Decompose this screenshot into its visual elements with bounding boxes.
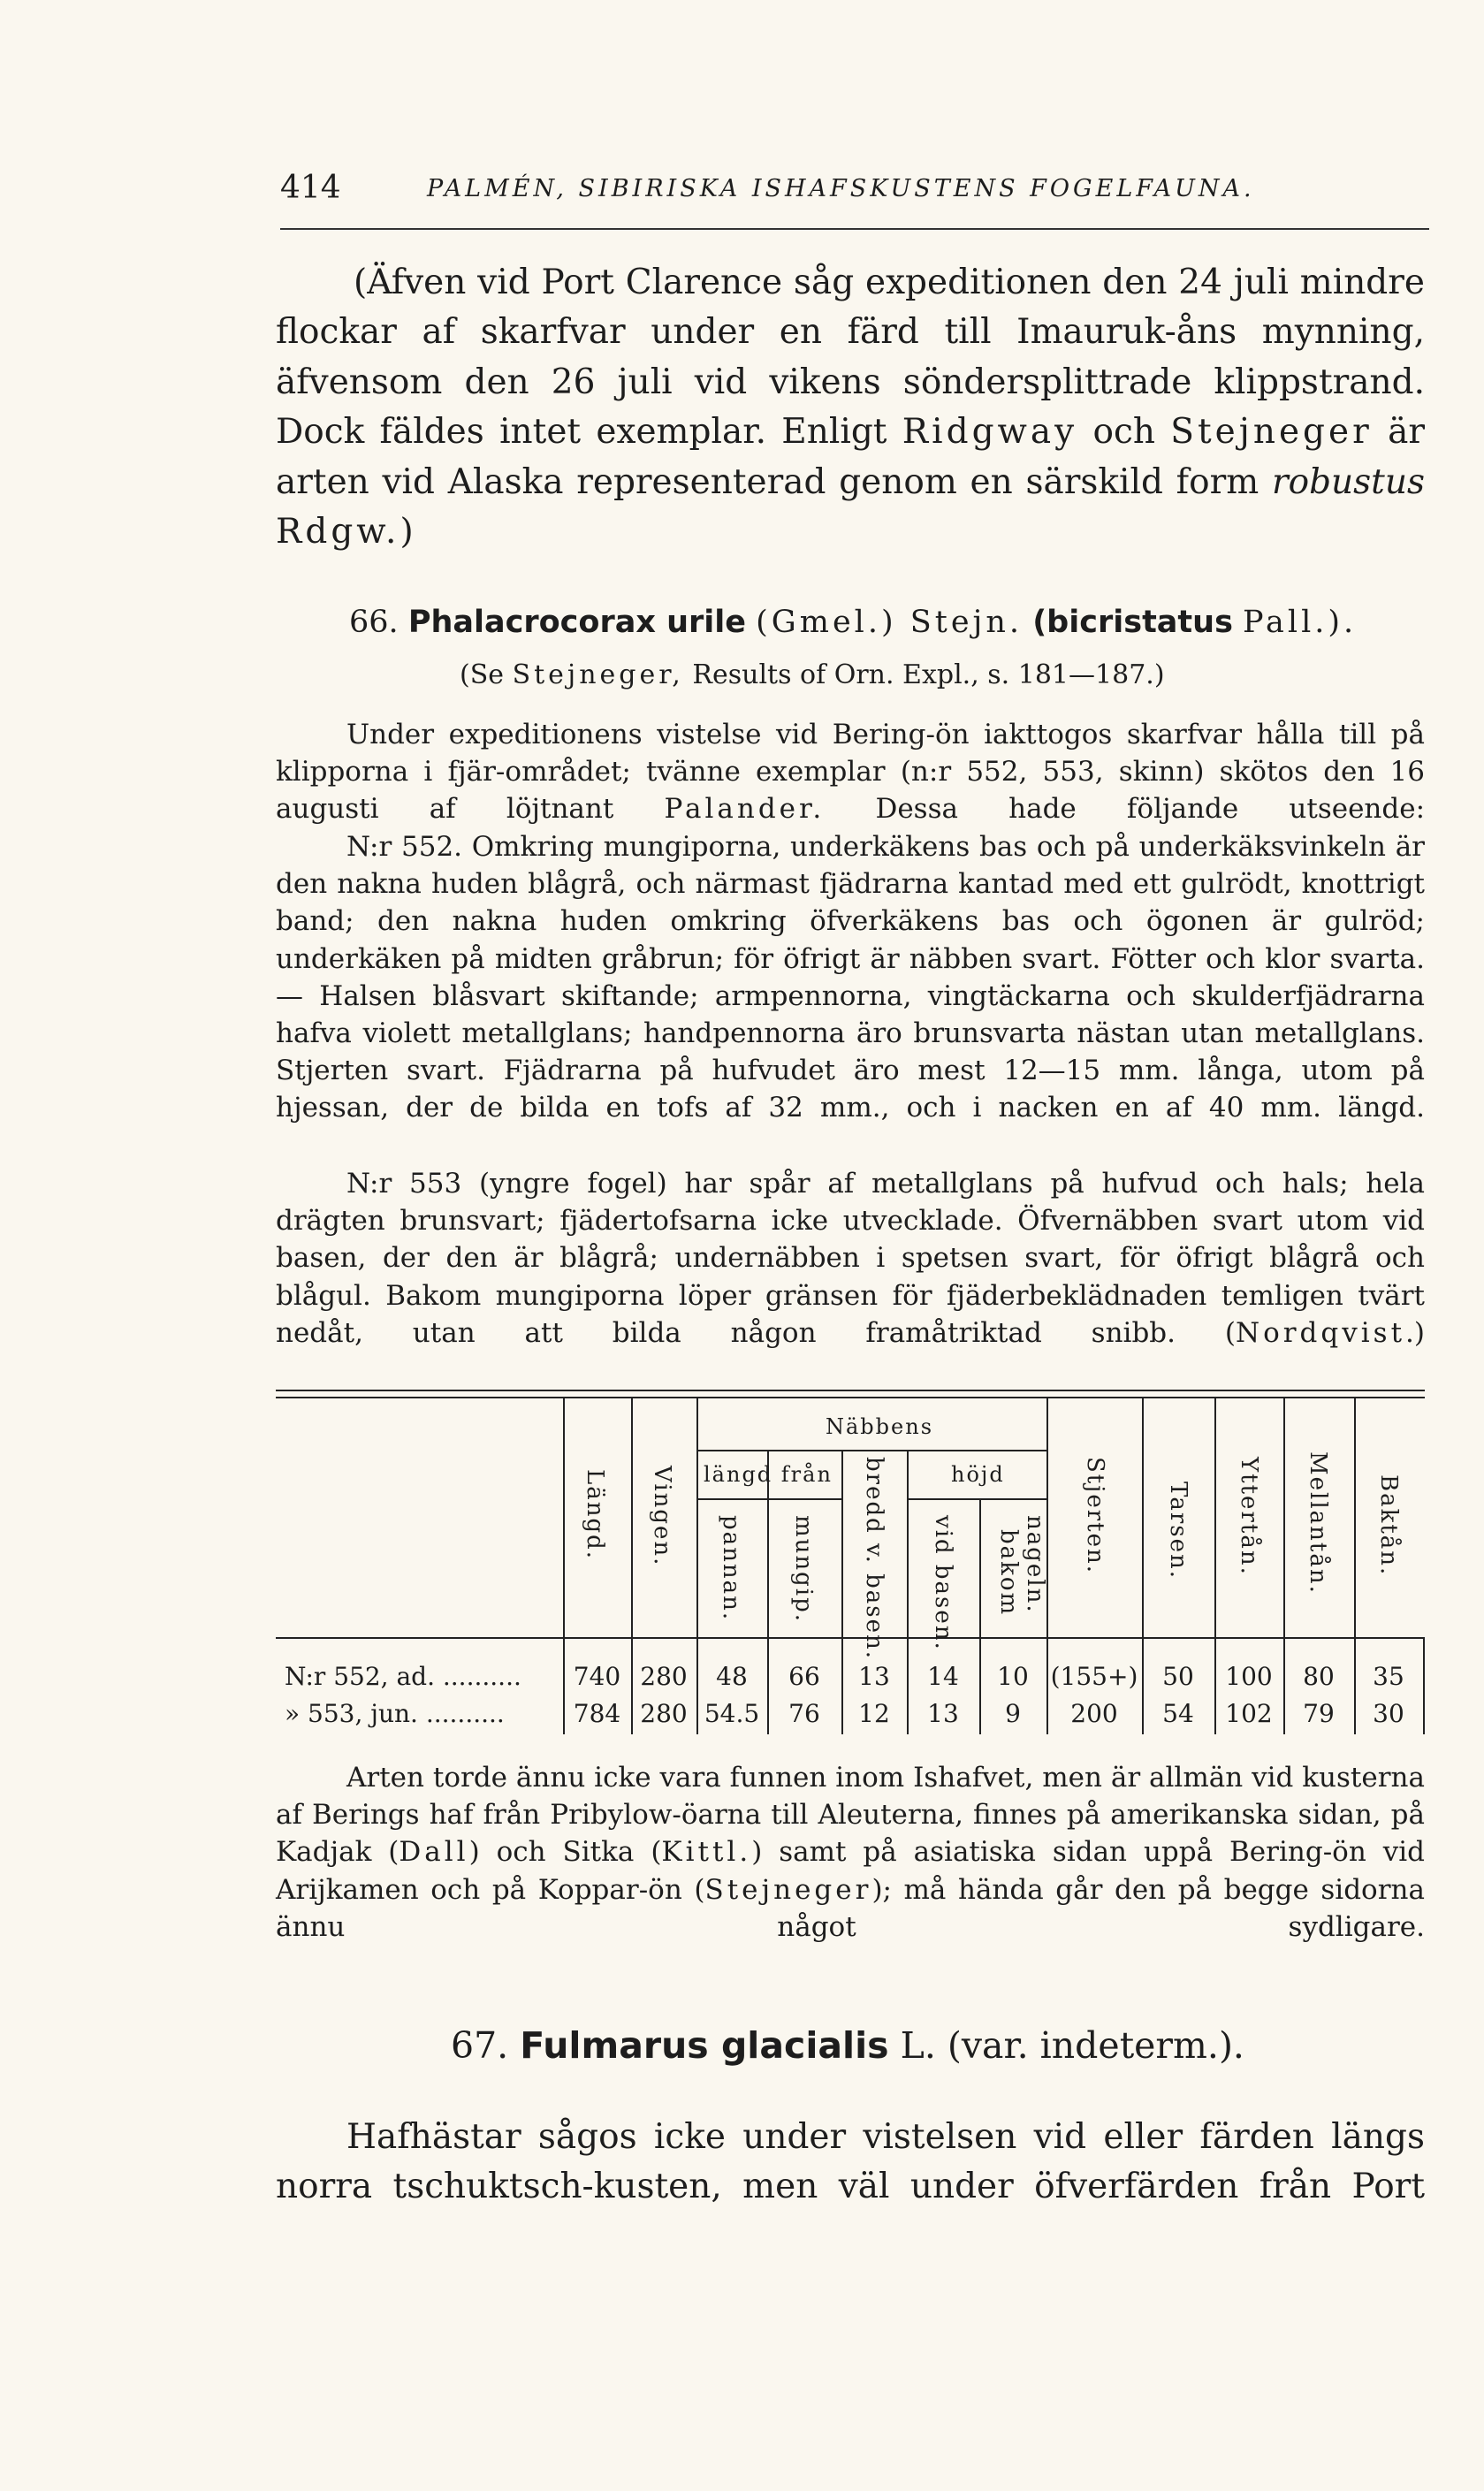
table-cell: 13 xyxy=(858,1662,890,1691)
table-top-rule-2 xyxy=(276,1397,1425,1398)
author-stejneger: Stejneger xyxy=(1170,412,1373,453)
table-cell: 50 xyxy=(1162,1662,1194,1691)
table-cell: 35 xyxy=(1373,1662,1404,1691)
species-66-heading xyxy=(349,605,1357,640)
table-cell: 80 xyxy=(1303,1662,1335,1691)
body-text-3a: N:r 553 (yngre fogel) har spår af metallglans på hufvud och hals; hela drägten brunsvart; fjädertofsarna icke utvecklade. Öfvernäbben svart utom vid basen, der den är blågrå; undernäbben i spetsen svart, för öfrigt blågrå och blågul. Bakom mungiporna löper gränsen för fjäderbeklädnaden temligen tvärt nedåt, utan att bilda någon framåtriktad snibb. ( xyxy=(276,1168,1425,1349)
langd-fran-rule xyxy=(696,1498,841,1500)
header-mungip: mungip. xyxy=(790,1515,817,1624)
intro-text-3: är arten vid Alaska representerad genom en särskild form xyxy=(276,412,1425,502)
table-top-rule xyxy=(276,1390,1425,1391)
header-baktan: Baktån. xyxy=(1375,1474,1402,1577)
header-langd: Längd. xyxy=(582,1469,608,1561)
table-vline xyxy=(1423,1637,1425,1734)
header-rule xyxy=(280,228,1429,230)
intro-text-1: (Äfven vid Port Clarence såg expeditionen den 24 juli mindre flockar af skarfvar under en färd till Imauruk-åns mynning, äfvensom den 26 juli vid vikens söndersplittrade klippstrand. Dock fäldes intet exemplar. Enligt xyxy=(276,263,1425,453)
table-cell: 54 xyxy=(1162,1699,1194,1728)
table-cell: 200 xyxy=(1070,1699,1118,1728)
body-paragraph-2 xyxy=(276,828,1425,1127)
header-mellantan: Mellantån. xyxy=(1305,1451,1331,1595)
running-title: PALMÉN, SIBIRISKA ISHAFSKUSTENS FOGELFAUNA. xyxy=(427,175,1255,202)
ref-prefix: (Se xyxy=(460,659,505,690)
table-cell: 280 xyxy=(640,1699,688,1728)
after-text-1: Arten torde ännu icke vara funnen inom Ishafvet, men är allmän vid kusterna af Berings haf från Pribylow-öarna till Aleuterna, finnes på amerikanska sidan, på Kadjak ( xyxy=(276,1762,1425,1869)
table-cell: 9 xyxy=(1005,1699,1021,1728)
body-paragraph-1 xyxy=(276,716,1425,828)
author-palander: Palander. xyxy=(664,793,826,826)
header-bakom: bakom xyxy=(995,1529,1022,1617)
table-cell: 30 xyxy=(1373,1699,1404,1728)
table-cell: 48 xyxy=(716,1662,748,1691)
species-66-reference xyxy=(460,659,1165,690)
form-robustus: robustus xyxy=(1271,461,1425,502)
hojd-rule xyxy=(907,1498,1046,1500)
species-latin-name: Phalacrocorax urile xyxy=(407,605,747,640)
measurement-table xyxy=(276,1390,1425,1734)
header-nageln: nageln. xyxy=(1022,1515,1048,1614)
body-text-3c: .) xyxy=(1405,1316,1425,1349)
table-cell: 12 xyxy=(858,1699,890,1728)
species-author: (Gmel.) Stejn. xyxy=(756,605,1024,640)
header-langd-fran: längd från xyxy=(704,1462,833,1487)
table-cell: 14 xyxy=(927,1662,959,1691)
table-cell: 13 xyxy=(927,1699,959,1728)
final-paragraph xyxy=(276,2113,1425,2213)
header-nabbens: Näbbens xyxy=(826,1414,934,1439)
header-hojd: höjd xyxy=(951,1462,1005,1487)
table-cell: 100 xyxy=(1225,1662,1273,1691)
species-67-heading xyxy=(451,2024,1244,2067)
table-cell: (155+) xyxy=(1050,1662,1138,1691)
species-number: 66. xyxy=(349,605,399,640)
table-cell: 740 xyxy=(573,1662,621,1691)
ref-author: Stejneger, xyxy=(512,659,684,690)
table-vline xyxy=(841,1451,843,1734)
species-latin-name: Fulmarus glacialis xyxy=(520,2024,889,2067)
author-rdgw: Rdgw. xyxy=(276,512,400,552)
nabbens-rule xyxy=(696,1450,1046,1451)
author-ridgway: Ridgway xyxy=(902,412,1078,453)
table-cell: 280 xyxy=(640,1662,688,1691)
species-synonym: (bicristatus xyxy=(1032,605,1233,640)
page-header xyxy=(280,170,1429,210)
table-cell: 102 xyxy=(1225,1699,1273,1728)
header-vid-basen: vid basen. xyxy=(930,1515,956,1651)
table-vline xyxy=(907,1451,909,1734)
header-bredd: bredd v. basen. xyxy=(861,1457,887,1661)
author-dall: Dall xyxy=(399,1836,469,1869)
body-text-2: N:r 552. Omkring mungiporna, underkäkens bas och på underkäksvinkeln är den nakna huden blågrå, och närmast fjädrarna kantad med ett gulrödt, knottrigt band; den nakna huden omkring öfverkäkens bas och ögonen är gulröd; underkäken på midten gråbrun; för öfrigt är näbben svart. Fötter och klor svarta. — Halsen blåsvart skiftande; armpennorna, vingtäckarna och skulderfjädrarna hafva violett metallglans; handpennorna äro brunsvarta nästan utan metallglans. Stjerten svart. Fjädrarna på hufvudet äro mest 12—15 mm. långa, utom på hjessan, der de bilda en tofs af 32 mm., och i nacken en af 40 mm. längd. xyxy=(276,831,1425,1124)
table-cell: 10 xyxy=(997,1662,1029,1691)
body-paragraph-3 xyxy=(276,1165,1425,1352)
header-tarsen: Tarsen. xyxy=(1165,1482,1191,1580)
after-text-3: ) samt på asiatiska sidan uppå Bering-ön vid Arijkamen och på Koppar-ön ( xyxy=(276,1836,1425,1906)
author-kittl: Kittl. xyxy=(661,1836,752,1869)
intro-text-2: och xyxy=(1092,412,1155,453)
table-cell: 54.5 xyxy=(704,1699,760,1728)
body-text-1a: Under expeditionens vistelse vid Bering-ön iakttogos skarfvar hålla till på klipporna i fjär-området; tvänne exemplar (n:r 552, 553, skinn) skötos den 16 augusti af löjtnant xyxy=(276,719,1425,826)
table-cell: 76 xyxy=(788,1699,820,1728)
table-row-label: » 553, jun. .......... xyxy=(285,1699,505,1728)
header-vingen: Vingen. xyxy=(649,1466,675,1567)
table-row-label: N:r 552, ad. .......... xyxy=(285,1662,521,1691)
table-cell: 784 xyxy=(573,1699,621,1728)
author-nordqvist: Nordqvist xyxy=(1235,1316,1406,1349)
species-number: 67. xyxy=(451,2024,509,2067)
ref-source: Results of Orn. Expl., s. 181—187.) xyxy=(692,659,1165,690)
synonym-author: Pall.). xyxy=(1243,605,1358,640)
table-cell: 79 xyxy=(1303,1699,1335,1728)
after-table-paragraph xyxy=(276,1759,1425,1946)
after-text-2: ) och Sitka ( xyxy=(468,1836,662,1869)
after-text-4: ); må hända går den på begge sidorna ännu något sydligare. xyxy=(276,1873,1425,1943)
header-yttertan: Yttertån. xyxy=(1236,1457,1262,1576)
species-author: L. (var. indeterm.). xyxy=(900,2024,1244,2067)
table-vline xyxy=(767,1451,769,1734)
page-number: 414 xyxy=(280,170,341,206)
header-stjerten: Stjerten. xyxy=(1082,1457,1108,1574)
header-pannan: pannan. xyxy=(718,1515,744,1622)
author-stejneger-2: Stejneger xyxy=(704,1873,872,1906)
body-text-1c: Dessa hade följande utseende: xyxy=(875,793,1426,826)
table-cell: 66 xyxy=(788,1662,820,1691)
intro-paragraph: (Äfven vid Port Clarence såg expeditionen den 24 juli mindre flockar af skarfvar under en färd till Imauruk-åns mynning, äfvensom den 26 juli vid vikens söndersplittrade klippstrand. Dock fäldes intet exemplar. Enligt Ridgway och Stejneger är arten vid Alaska representerad genom en särskild form robustus Rdgw.) xyxy=(276,263,1425,552)
table-header-rule xyxy=(276,1637,1425,1639)
final-text: Hafhästar sågos icke under vistelsen vid eller färden längs norra tschuktsch-kusten, men väl under öfverfärden från Port xyxy=(276,2117,1425,2207)
